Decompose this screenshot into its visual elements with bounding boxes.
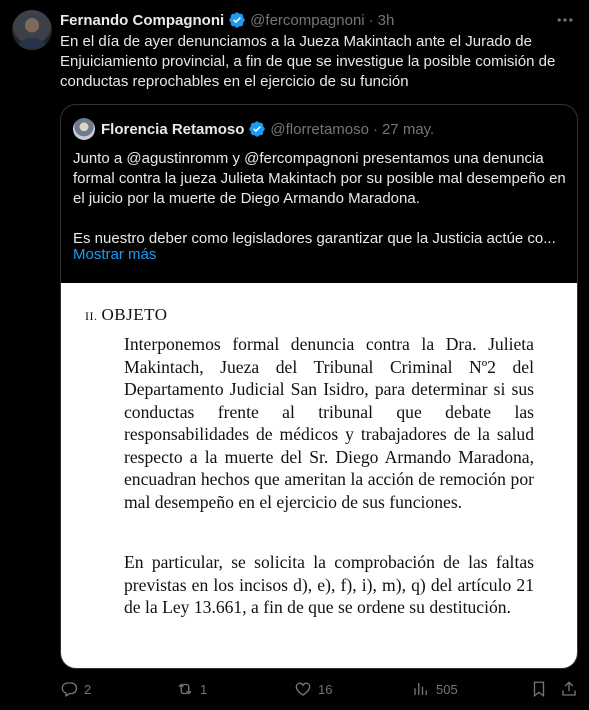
author-handle[interactable]: @fercompagnoni	[250, 11, 365, 29]
quote-paragraph-2: Es nuestro deber como legisladores garantizar que la Justicia actúe co...	[73, 230, 556, 247]
section-number: II.	[85, 309, 98, 323]
like-button[interactable]	[294, 680, 332, 698]
quote-author-handle[interactable]: @florretamoso	[270, 120, 369, 138]
repost-button[interactable]	[176, 680, 207, 698]
quote-text	[73, 149, 569, 249]
document-paragraph-1: Interponemos formal denuncia contra la Dra. Julieta Makintach, Jueza del Tribunal Criminal Nº2 del Departamento Judicial San Isidro, para determinar si sus conductas frente al tribunal que debate las responsabilidades de médicos y trabajadores de la salud respecto a la muerte del Sr. Diego Armando Maradona, encuadran hechos que ameritan la acción de remoción por mal desempeño en el ejercicio de sus funciones.	[124, 334, 534, 512]
quoted-tweet[interactable]	[60, 104, 578, 669]
verified-badge-icon	[228, 11, 246, 29]
quote-header	[73, 119, 434, 139]
bookmark-icon	[530, 680, 548, 698]
quote-avatar[interactable]	[73, 118, 95, 140]
section-title: OBJETO	[101, 305, 168, 324]
separator-dot: ·	[368, 11, 374, 29]
repost-icon	[176, 680, 194, 698]
quote-time[interactable]: 27 may.	[381, 120, 435, 138]
tweet-text: En el día de ayer denunciamos a la Jueza Makintach ante el Jurado de Enjuiciamiento provincial, a fin de que se investigue la posible comisión de conductas reprochables en el ejercicio de su función	[60, 33, 556, 90]
separator-dot: ·	[372, 120, 378, 138]
share-icon	[560, 680, 578, 698]
more-icon[interactable]	[555, 10, 575, 30]
quote-author-name[interactable]: Florencia Retamoso	[101, 120, 245, 138]
bookmark-button[interactable]	[530, 680, 548, 698]
heart-icon	[294, 680, 312, 698]
document-heading	[85, 305, 167, 325]
action-bar	[60, 680, 580, 700]
reply-button[interactable]	[60, 680, 91, 698]
author-name[interactable]: Fernando Compagnoni	[60, 11, 225, 29]
reply-count: 2	[84, 681, 92, 697]
verified-badge-icon	[248, 120, 266, 138]
views-count: 505	[436, 681, 458, 697]
reply-icon	[60, 680, 78, 698]
share-button[interactable]	[560, 680, 578, 698]
document-image[interactable]	[61, 283, 577, 668]
main-avatar[interactable]	[12, 10, 52, 50]
repost-count: 1	[200, 681, 208, 697]
views-icon	[412, 680, 430, 698]
tweet-time[interactable]: 3h	[377, 11, 395, 29]
document-paragraph-2: En particular, se solicita la comprobación de las faltas previstas en los incisos d), e), f), i), m), q) del artículo 21 de la Ley 13.661, a fin de que se ordene su destitución.	[124, 552, 534, 617]
show-more-link[interactable]: Mostrar más	[73, 246, 157, 263]
views-button[interactable]	[412, 680, 458, 698]
like-count: 16	[318, 681, 333, 697]
quote-paragraph-1: Junto a @agustinromm y @fercompagnoni presentamos una denuncia formal contra la jueza Julieta Makintach por su posible mal desempeño en el juicio por la muerte de Diego Armando Maradona.	[73, 150, 566, 207]
tweet-header	[60, 10, 394, 30]
